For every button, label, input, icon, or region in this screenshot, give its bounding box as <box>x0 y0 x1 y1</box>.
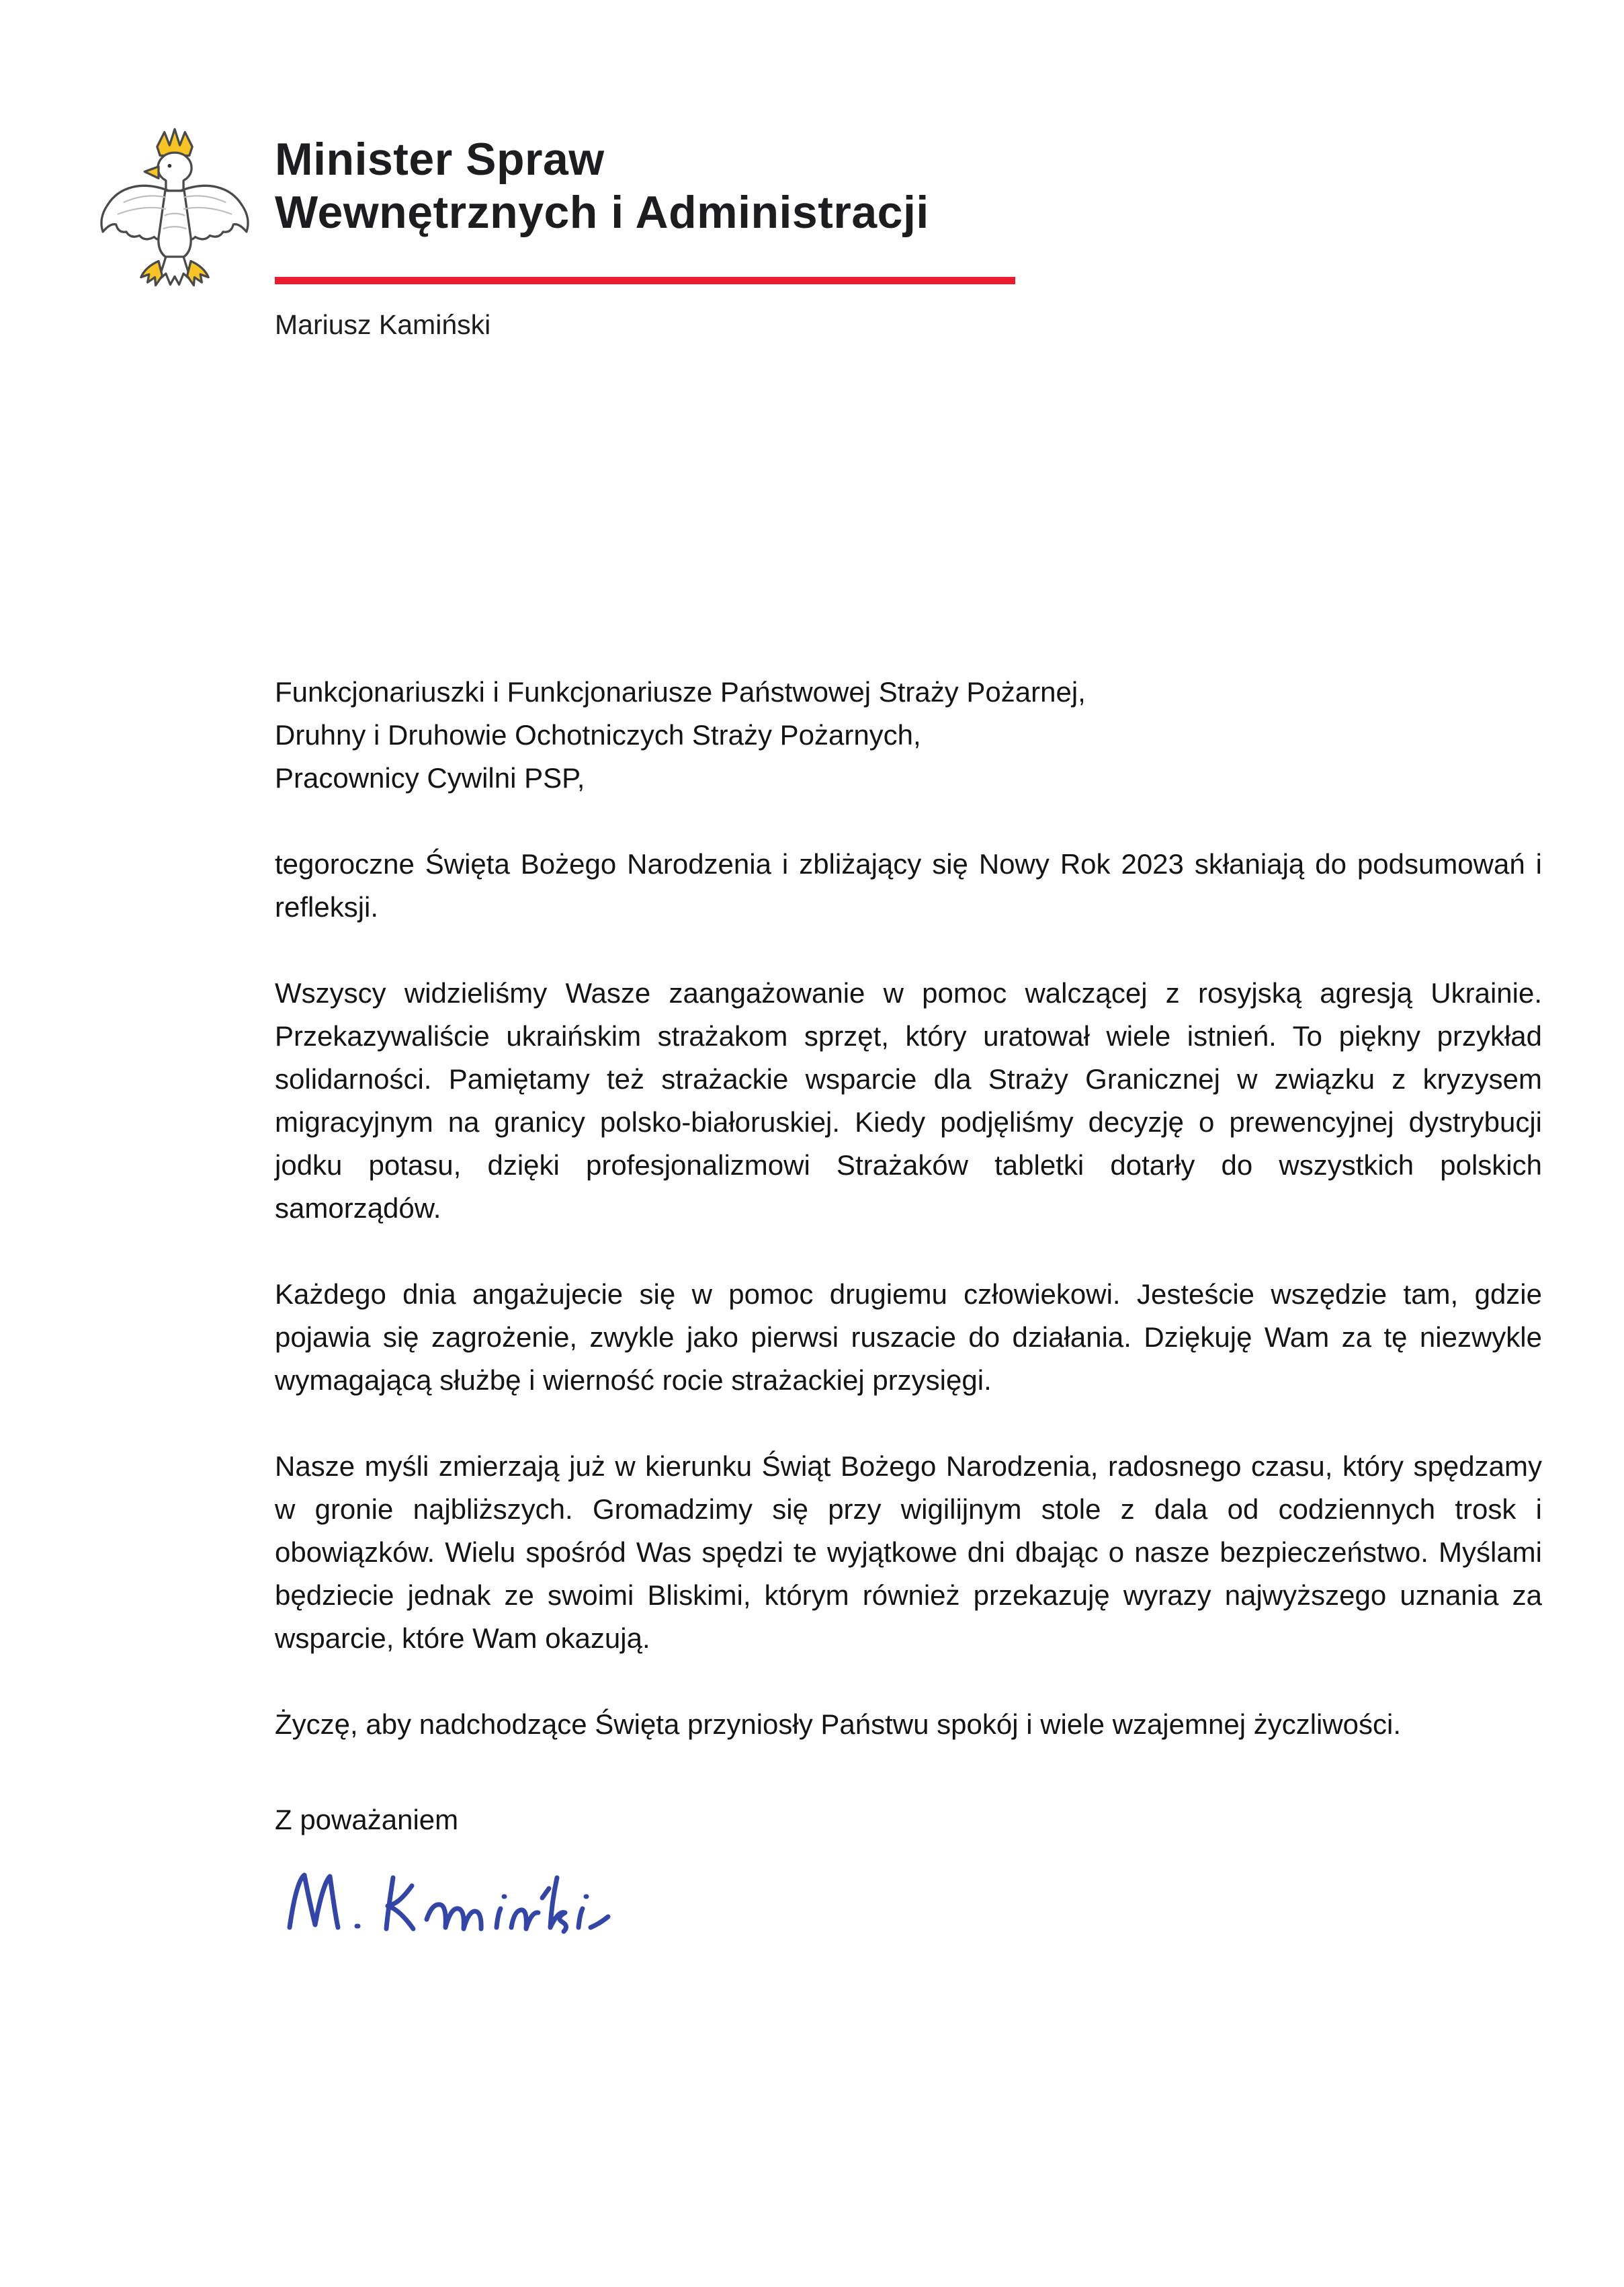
paragraph-christmas: Nasze myśli zmierzają już w kierunku Świąt Bożego Narodzenia, radosnego czasu, który spędzamy w gronie najbliższych. Gromadzimy się przy wigilijnym stole z dala od codziennych trosk i obowiązków. Wielu spośród Was spędzi te wyjątkowe dni dbając o nasze bezpieczeństwo. Myślami będziecie jednak ze swoimi Bliskimi, którym również przekazuję wyrazy najwyższego uznania za wsparcie, które Wam okazują. <box>275 1450 1542 1654</box>
salutation-line-1: Funkcjonariuszki i Funkcjonariusze Państwowej Straży Pożarnej, <box>275 676 1086 708</box>
paragraph-daily-service: Każdego dnia angażujecie się w pomoc drugiemu człowiekowi. Jesteście wszędzie tam, gdzie pojawia się zagrożenie, zwykle jako pierwsi ruszacie do działania. Dziękuję Wam za tę niezwykle wymagającą służbę i wierność rocie strażackiej przysięgi. <box>275 1278 1542 1396</box>
ministry-title <box>275 133 1350 239</box>
paragraph-wishes: Życzę, aby nadchodzące Święta przyniosły Państwu spokój i wiele wzajemnej życzliwości. <box>275 1708 1402 1740</box>
salutation <box>275 671 1542 800</box>
ministry-title-line1: Minister Spraw <box>275 134 605 185</box>
handwritten-signature <box>275 1858 651 1952</box>
closing-phrase: Z poważaniem <box>275 1804 459 1835</box>
paragraph-intro: tegoroczne Święta Bożego Narodzenia i zbliżający się Nowy Rok 2023 skłaniają do podsumowań i refleksji. <box>275 848 1542 923</box>
letterhead <box>275 133 1350 341</box>
letter-body <box>275 671 1542 1952</box>
salutation-line-3: Pracownicy Cywilni PSP, <box>275 762 585 794</box>
sender-name: Mariusz Kamiński <box>275 309 491 340</box>
ministry-title-line2: Wewnętrznych i Administracji <box>275 187 929 238</box>
paragraph-ukraine-support: Wszyscy widzieliśmy Wasze zaangażowanie w pomoc walczącej z rosyjską agresją Ukrainie. Przekazywaliście ukraińskim strażakom sprzęt, który uratował wiele istnień. To piękny przykład solidarności. Pamiętamy też strażackie wsparcie dla Straży Granicznej w związku z kryzysem migracyjnym na granicy polsko-białoruskiej. Kiedy podjęliśmy decyzję o prewencyjnej dystrybucji jodku potasu, dzięki profesjonalizmowi Strażaków tabletki dotarły do wszystkich polskich samorządów. <box>275 977 1542 1224</box>
red-divider <box>275 277 1015 284</box>
coat-of-arms-eagle-icon <box>94 120 255 297</box>
salutation-line-2: Druhny i Druhowie Ochotniczych Straży Pożarnych, <box>275 719 921 751</box>
